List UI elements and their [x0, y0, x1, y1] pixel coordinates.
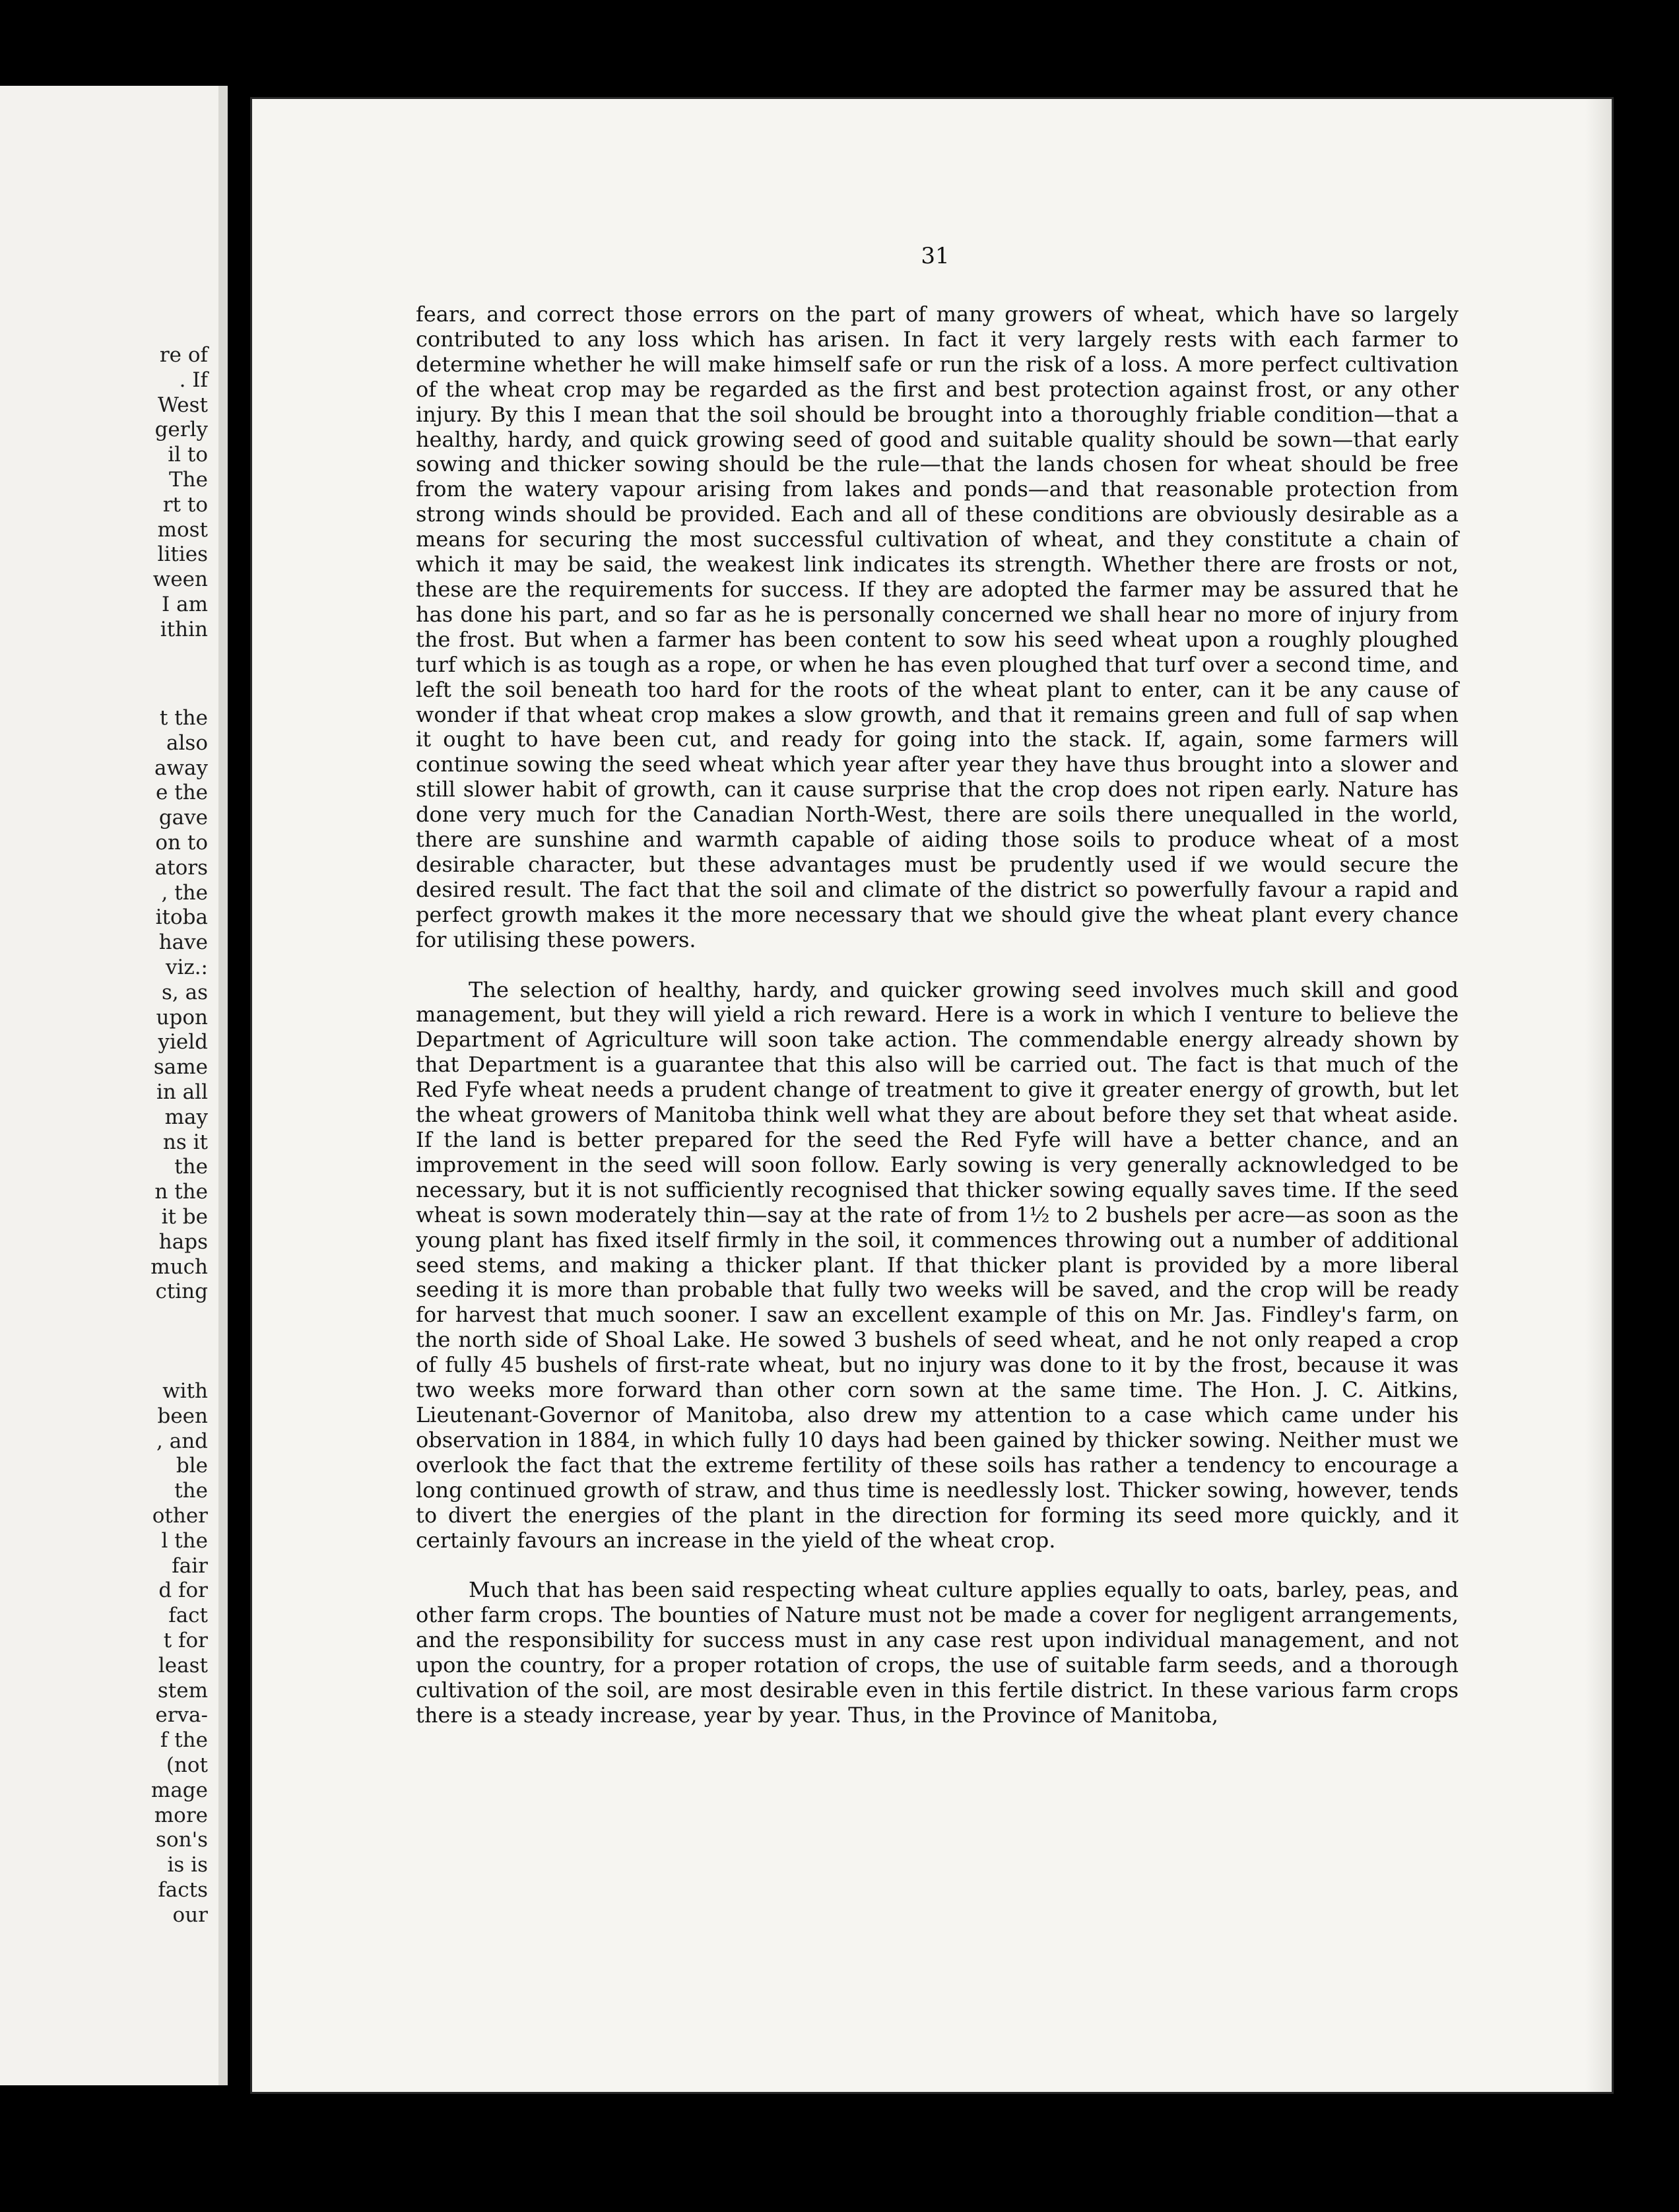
previous-page-line: (not	[166, 1753, 208, 1777]
previous-page-line: f the	[160, 1728, 208, 1753]
document-page	[252, 99, 1612, 2092]
previous-page-line: West	[157, 393, 208, 417]
previous-page-line: d for	[158, 1578, 208, 1603]
previous-page-line: The	[169, 467, 208, 492]
previous-page-line: stem	[157, 1678, 208, 1703]
previous-page-line: much	[150, 1254, 208, 1279]
previous-page-line: mage	[150, 1778, 208, 1802]
previous-page-line: yield	[158, 1030, 208, 1055]
previous-page-line: haps	[158, 1229, 208, 1254]
previous-page-text-block-3	[76, 1379, 208, 1928]
previous-page-line: erva-	[155, 1703, 208, 1728]
previous-page-line: . If	[179, 368, 208, 392]
previous-page-line: the	[174, 1479, 208, 1503]
previous-page-line: gerly	[154, 418, 208, 442]
previous-page-line: cting	[155, 1280, 208, 1304]
previous-page-line: ns it	[162, 1130, 208, 1154]
previous-page-line: lities	[157, 542, 208, 567]
previous-page-line: more	[154, 1803, 208, 1827]
previous-page-line: t the	[159, 706, 208, 730]
previous-page-line: in all	[156, 1080, 208, 1104]
previous-page-line: rt to	[162, 492, 208, 517]
previous-page-line: away	[154, 756, 208, 780]
previous-page-line: l the	[161, 1528, 208, 1553]
previous-page-line: viz.:	[165, 955, 208, 979]
previous-page-line: ble	[176, 1454, 208, 1478]
previous-page-line: may	[164, 1105, 208, 1129]
previous-page-line: e the	[156, 781, 208, 805]
previous-page-line: facts	[158, 1877, 208, 1902]
previous-page-line: our	[172, 1903, 208, 1927]
previous-page-line: least	[158, 1653, 208, 1677]
previous-page-line: same	[153, 1055, 208, 1080]
page-edge	[218, 86, 228, 2085]
previous-page-line: itoba	[155, 905, 208, 930]
previous-page-line: been	[157, 1404, 208, 1428]
paragraph: The selection of healthy, hardy, and quicker growing seed involves much skill and good management, but they will yield a rich reward. Here is a work in which I venture to believe the Department of Agriculture will soon take action. The commendable energy already shown by that Department is a guarantee that this also will be carried out. The fact is that much of the Red Fyfe wheat needs a prudent change of treatment to give it greater energy of growth, but let the wheat growers of Manitoba think well what they are about before they set that wheat aside. If the land is better prepared for the seed the Red Fyfe will have a better chance, and an improvement in the seed will soon follow. Early sowing is very generally acknowledged to be necessary, but it is not sufficiently recognised that thicker sowing equally saves time. If the seed wheat is sown moderately thin—say at the rate of from 1½ to 2 bushels per acre—as soon as the young plant has fixed itself firmly in the soil, it commences throwing out a number of additional seed stems, and making a thicker plant. If that thicker plant is provided by a more liberal seeding it is more than probable that fully two weeks will be saved, and the crop will be ready for harvest that much sooner. I saw an excellent example of this on Mr. Jas. Findley's farm, on the north side of Shoal Lake. He sowed 3 bushels of seed wheat, and he not only reaped a crop of fully 45 bushels of first-rate wheat, but no injury was done to it by the frost, because it was two weeks more forward than other corn sown at the same time. The Hon. J. C. Aitkins, Lieutenant-Governor of Manitoba, also drew my attention to a case which came under his observation in 1884, in which fully 10 days had been gained by thicker sowing. Neither must we overlook the fact that the extreme fertility of these soils has rather a tendency to encourage a long continued growth of straw, and thus time is needlessly lost. Thicker sowing, however, tends to divert the energies of the plant in the direction for forming its seed more quickly, and it certainly favours an increase in the yield of the wheat crop.	[416, 977, 1459, 1553]
previous-page-line: son's	[156, 1828, 208, 1852]
page-body	[416, 302, 1459, 1728]
previous-page-line: ators	[154, 855, 208, 880]
previous-page-line: I am	[162, 592, 208, 616]
previous-page-line: t for	[163, 1628, 208, 1652]
previous-page-line: have	[158, 930, 208, 955]
previous-page-line: is is	[167, 1853, 208, 1877]
previous-page-line: on to	[155, 830, 208, 855]
page-shadow	[1585, 99, 1612, 2092]
previous-page-line: re of	[159, 343, 208, 367]
previous-page-line: fact	[168, 1604, 208, 1628]
previous-page-line: with	[162, 1379, 208, 1403]
paragraph: fears, and correct those errors on the part of many growers of wheat, which have so largely contributed to any loss which has arisen. In fact it very largely rests with each farmer to determine whether he will make himself safe or run the risk of a loss. A more perfect cultivation of the wheat crop may be regarded as the first and best protection against frost, or any other injury. By this I mean that the soil should be brought into a thoroughly friable condition—that a healthy, hardy, and quick growing seed of good and suitable quality should be sown—that early sowing and thicker sowing should be the rule—that the lands chosen for wheat should be free from the watery vapour arising from lakes and ponds—and that reasonable protection from strong winds should be provided. Each and all of these conditions are obviously desirable as a means for securing the most successful cultivation of wheat, and they constitute a chain of which it may be said, the weakest link indicates its strength. Whether there are frosts or not, these are the requirements for success. If they are adopted the farmer may be assured that he has done his part, and so far as he is personally concerned we shall hear no more of injury from the frost. But when a farmer has been content to sow his seed wheat upon a roughly ploughed turf which is as tough as a rope, or when he has even ploughed that turf over a second time, and left the soil beneath too hard for the roots of the wheat plant to enter, can it be any cause of wonder if that wheat crop makes a slow growth, and that it remains green and full of sap when it ought to have been cut, and ready for going into the stack. If, again, some farmers will continue sowing the seed wheat which year after year they have thus brought into a slower and still slower habit of growth, can it cause surprise that the crop does not ripen early. Nature has done very much for the Canadian North-West, there are soils there unequalled in the world, there are sunshine and warmth capable of aiding those soils to produce wheat of a most desirable character, but these advantages must be prudently used if we would secure the desired result. The fact that the soil and climate of the district so powerfully favour a rapid and perfect growth makes it the more necessary that we should give the wheat plant every chance for utilising these powers.	[416, 302, 1459, 952]
previous-page-line: , the	[161, 880, 208, 905]
previous-page-line: the	[174, 1155, 208, 1179]
previous-page-line: most	[157, 517, 208, 542]
previous-page-text-block-1	[76, 343, 208, 643]
previous-page-line: other	[152, 1503, 208, 1528]
page-number: 31	[921, 243, 950, 269]
previous-page-line: it be	[161, 1204, 208, 1229]
previous-page-line: n the	[154, 1180, 208, 1204]
previous-page-line: upon	[156, 1005, 208, 1029]
previous-page-line: , and	[156, 1429, 208, 1453]
previous-page-text-block-2	[76, 706, 208, 1305]
previous-page-line: ithin	[160, 617, 208, 641]
paragraph: Much that has been said respecting wheat culture applies equally to oats, barley, peas, and other farm crops. The bounties of Nature must not be made a cover for negligent arrangements, and the responsibility for success must in any case rest upon individual management, and not upon the country, for a proper rotation of crops, the use of suitable farm seeds, and a thorough cultivation of the soil, are most desirable even in this fertile district. In these various farm crops there is a steady increase, year by year. Thus, in the Province of Manitoba,	[416, 1577, 1459, 1728]
previous-page-line: also	[166, 731, 208, 755]
previous-page-line: s, as	[161, 980, 208, 1004]
previous-page-fragment	[0, 86, 228, 2085]
previous-page-line: fair	[172, 1553, 208, 1578]
previous-page-line: gave	[158, 806, 208, 830]
previous-page-line: il to	[168, 443, 208, 467]
previous-page-line: ween	[152, 568, 208, 592]
